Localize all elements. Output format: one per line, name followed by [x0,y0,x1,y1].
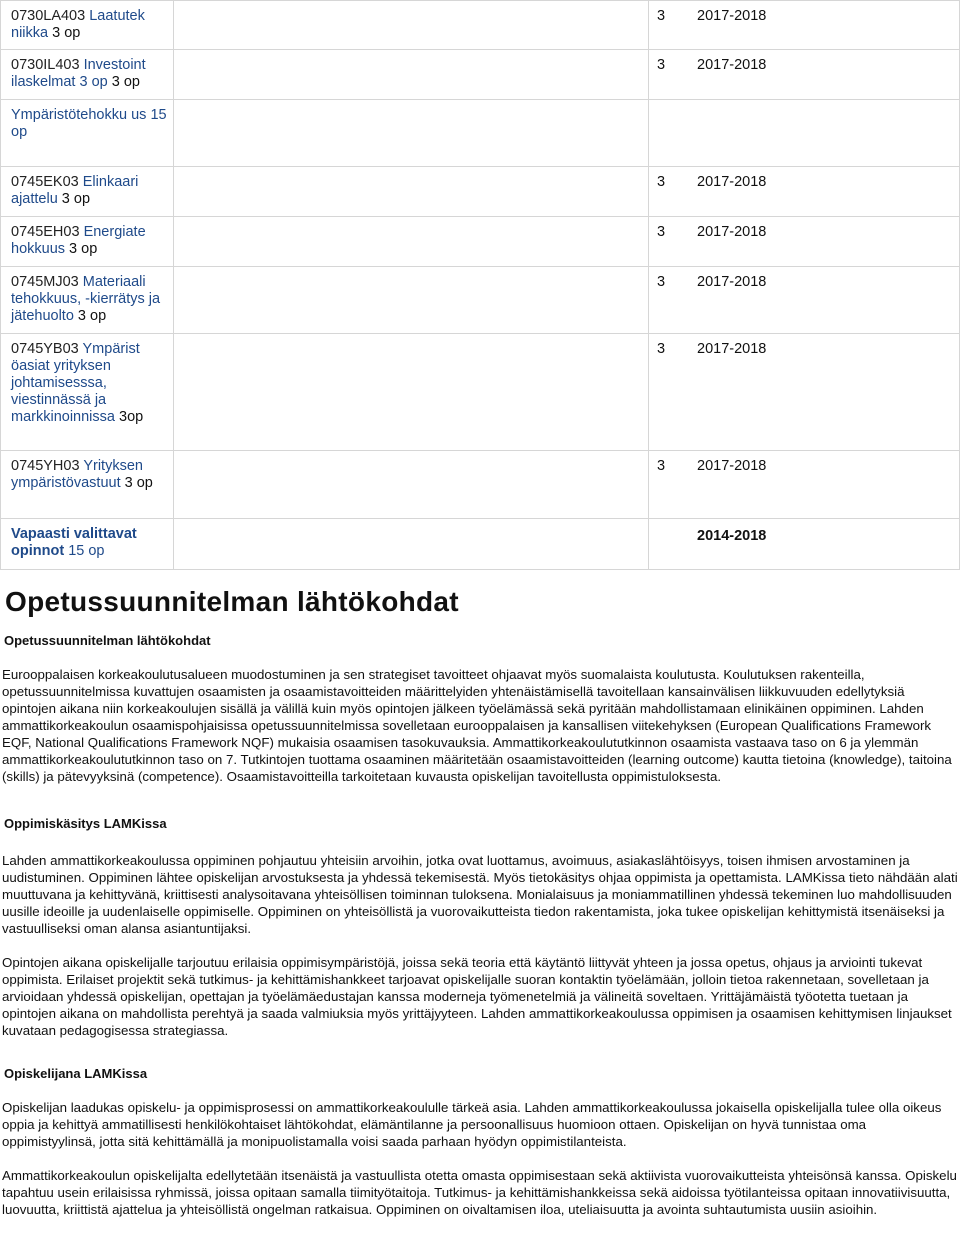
credits-years-cell [649,100,960,167]
credits-years-cell [649,267,960,334]
course-credits: 3 [657,341,666,357]
course-credits: 3 [657,8,666,24]
course-ects: 3 op [69,241,98,257]
course-code: 0730IL403 [11,57,80,73]
paragraph: Opiskelijan laadukas opiskelu- ja oppimisprosessi on ammattikorkeakoululle tärkeä asia. Lahden ammattikorkeakoulussa jokaisella opiskelijalla tulee olla oikeus oppia ja kehittyä ammatillisesti henkilökohtaiset lähtökohdat, elämäntilanne ja persoonallisuus huomioon ottaen. Opiskelijan on hyvä tunnistaa oma oppimistyylinsä, jotta sitä kehittämällä ja monipuolistamalla voisi saada parhaan hyödyn oppimistilanteista. [2,1100,942,1149]
course-credits: 3 [657,224,666,240]
course-years: 2017-2018 [697,458,767,474]
paragraph: Ammattikorkeakoulun opiskelijalta edellytetään itsenäistä ja vastuullista otetta omasta oppimisestaan sekä aktiivista vuorovaikutteista yhteisönsä kanssa. Opiskelu tapahtuu usein erilaisissa ryhmissä, joissa opitaan samalla tiimityötaitoja. Tutkimus- ja kehittämishankkeissa sekä aidoissa työtilanteissa opitaan innovatiivisuutta, luovuutta, kriittistä ajattelua ja yhteisöllistä ongelman ratkaisua. Oppiminen on oivaltamisen iloa, uteliaisuutta ja avointa suhtautumista uusiin asioihin. [2,1168,957,1217]
table-row [1,50,960,100]
empty-cell [174,451,649,519]
course-title-link[interactable]: Ympärist öasiat yrityksen johtamisesssa, viestinnässä ja markkinoinnissa [11,341,140,425]
credits-years-cell [649,519,960,570]
course-ects: 3 op [52,25,81,41]
table-row [1,519,960,570]
course-credits: 3 [657,174,666,190]
course-ects: 3 op [61,191,91,207]
course-ects: 3 op [77,308,107,324]
section-title: Opetussuunnitelman lähtökohdat [4,633,211,648]
course-ects: 15 op [68,543,105,559]
course-title-link[interactable]: Investoint ilaskelmat 3 op [11,57,146,90]
course-years: 2017-2018 [697,174,767,190]
page-heading: Opetussuunnitelman lähtökohdat [5,586,459,617]
empty-cell [174,267,649,334]
course-name-cell [1,217,174,267]
course-table [0,0,960,570]
empty-cell [174,100,649,167]
empty-cell [174,167,649,217]
course-credits: 3 [657,57,666,73]
credits-years-cell [649,334,960,451]
empty-cell [174,50,649,100]
course-title-link[interactable]: Yrityksen ympäristövastuut [11,458,143,491]
course-name-cell [1,100,174,167]
course-years: 2017-2018 [697,8,767,24]
course-title-link[interactable]: Ympäristötehokku us [11,107,147,123]
empty-cell [174,334,649,451]
credits-years-cell [649,50,960,100]
table-row [1,1,960,50]
empty-cell [174,1,649,50]
course-title-link[interactable]: Materiaali tehokkuus, -kierrätys ja jätehuolto [11,274,161,324]
course-name-cell [1,267,174,334]
table-row [1,451,960,519]
course-credits: 3 [657,458,666,474]
course-ects: 3op [119,409,144,425]
section-title: Oppimiskäsitys LAMKissa [4,816,167,831]
course-credits: 3 [657,274,666,290]
course-name-cell [1,334,174,451]
course-years: 2017-2018 [697,224,767,240]
course-code: 0745EK03 [11,174,79,190]
course-title-link[interactable]: Vapaasti valittavat opinnot [11,526,137,559]
empty-cell [174,519,649,570]
course-code: 0745YH03 [11,458,80,474]
credits-years-cell [649,217,960,267]
credits-years-cell [649,451,960,519]
course-years: 2017-2018 [697,341,767,357]
paragraph: Lahden ammattikorkeakoulussa oppiminen pohjautuu yhteisiin arvoihin, jotka ovat luottamus, avoimuus, asiakaslähtöisyys, toisen ihmisen arvostaminen ja uudistuminen. Oppiminen lähtee opiskelijan arvostuksesta ja yhdessä tekemisestä. Myös tietokäsitys ohjaa oppimista ja opettamista. LAMKissa tieto nähdään alati muuttuvana ja kehittyvänä, kriittisesti analysoitavana yhteisöllisen toiminnan tuloksena. Monialaisuus ja moniammatillinen yhdessä tekeminen luo mahdollisuuden uusille ideoille ja uudenlaiselle oppimiselle. Oppiminen on yhteisöllistä ja vuorovaikutteista tiedon rakentamista, joka tukee opiskelijan kehittymistä itsenäiseksi ja vastuulliseksi oman alansa asiantuntijaksi. [2,853,958,936]
course-name-cell [1,451,174,519]
course-name-cell [1,50,174,100]
course-ects: 3 op [111,74,140,90]
course-code: 0745EH03 [11,224,80,240]
course-ects: 15 op [11,107,167,140]
table-row [1,100,960,167]
course-years: 2017-2018 [697,274,767,290]
course-ects: 3 op [124,475,153,491]
credits-years-cell [649,1,960,50]
course-years: 2017-2018 [697,57,767,73]
course-years: 2014-2018 [697,528,767,544]
course-title-link[interactable]: Energiate hokkuus [11,224,146,257]
course-name-cell [1,1,174,50]
table-row [1,217,960,267]
empty-cell [174,217,649,267]
credits-years-cell [649,167,960,217]
paragraph: Eurooppalaisen korkeakoulutusalueen muodostuminen ja sen strategiset tavoitteet ohjaavat myös suomalaista koulutusta. Koulutuksen rakenteilla, opetussuunnitelmissa kuvattujen osaamisten ja osaamistavoitteiden määrittelyiden yhtenäistämisellä tavoitellaan kansainvälisen liikkuvuuden edellytyksiä opintojen aikana niin korkeakoulujen sisällä ja välillä kuin myös opintojen jälkeen työelämässä sekä pyritään mahdollistamaan elinikäinen oppiminen. Lahden ammattikorkeakoulun osaamispohjaisissa opetussuunnitelmissa sovelletaan eurooppalaisen ja kansallisen viitekehyksen (European Qualifications Framework EQF, National Qualifications Framework NQF) mukaisia osaamisen tasokuvauksia. Ammattikorkeakoulututkinnon osaamista vastaava taso on 6 ja ylemmän ammattikorkeakoulututkinnon taso on 7. Tutkintojen tuottama osaaminen määritetään osaamistavoitteiden (learning outcome) kautta tietoina (knowledge), taitoina (skills) ja pätevyyksinä (competence). Osaamistavoitteilla tarkoitetaan kuvausta opiskelijan tavoitellusta oppimistuloksesta. [2,667,952,784]
section-title: Opiskelijana LAMKissa [4,1066,148,1081]
curriculum-content [0,585,958,1218]
table-row [1,334,960,451]
course-title-link[interactable]: Elinkaari ajattelu [11,174,139,207]
course-name-cell [1,519,174,570]
course-code: 0730LA403 [11,8,86,24]
course-code: 0745YB03 [11,341,79,357]
table-row [1,267,960,334]
paragraph: Opintojen aikana opiskelijalle tarjoutuu erilaisia oppimisympäristöjä, joissa sekä teoria että käytäntö liittyvät yhteen ja jossa opetus, ohjaus ja arviointi tukevat oppimista. Erilaiset projektit sekä tutkimus- ja kehittämishankkeet tarjoavat opiskelijalle suoran kontaktin työelämään, jolloin tietoa rakennetaan, sovelletaan ja arvioidaan yhdessä opiskelijan, opettajan ja työelämäedustajan kanssa moderneja työmenetelmiä ja välineitä soveltaen. Yrittäjämäistä työotetta tuetaan ja opintojen aikana on mahdollista perehtyä ja saada valmiuksia myös yrittäjyyteen. Lahden ammattikorkeakoulussa oppimisen ja osaamisen kehittymisen linjaukset kuvataan pedagogisessa strategiassa. [2,955,952,1038]
course-credits [657,528,697,545]
course-code: 0745MJ03 [11,274,79,290]
course-title-link[interactable]: Laatutek niikka [11,8,145,41]
course-name-cell [1,167,174,217]
table-row [1,167,960,217]
